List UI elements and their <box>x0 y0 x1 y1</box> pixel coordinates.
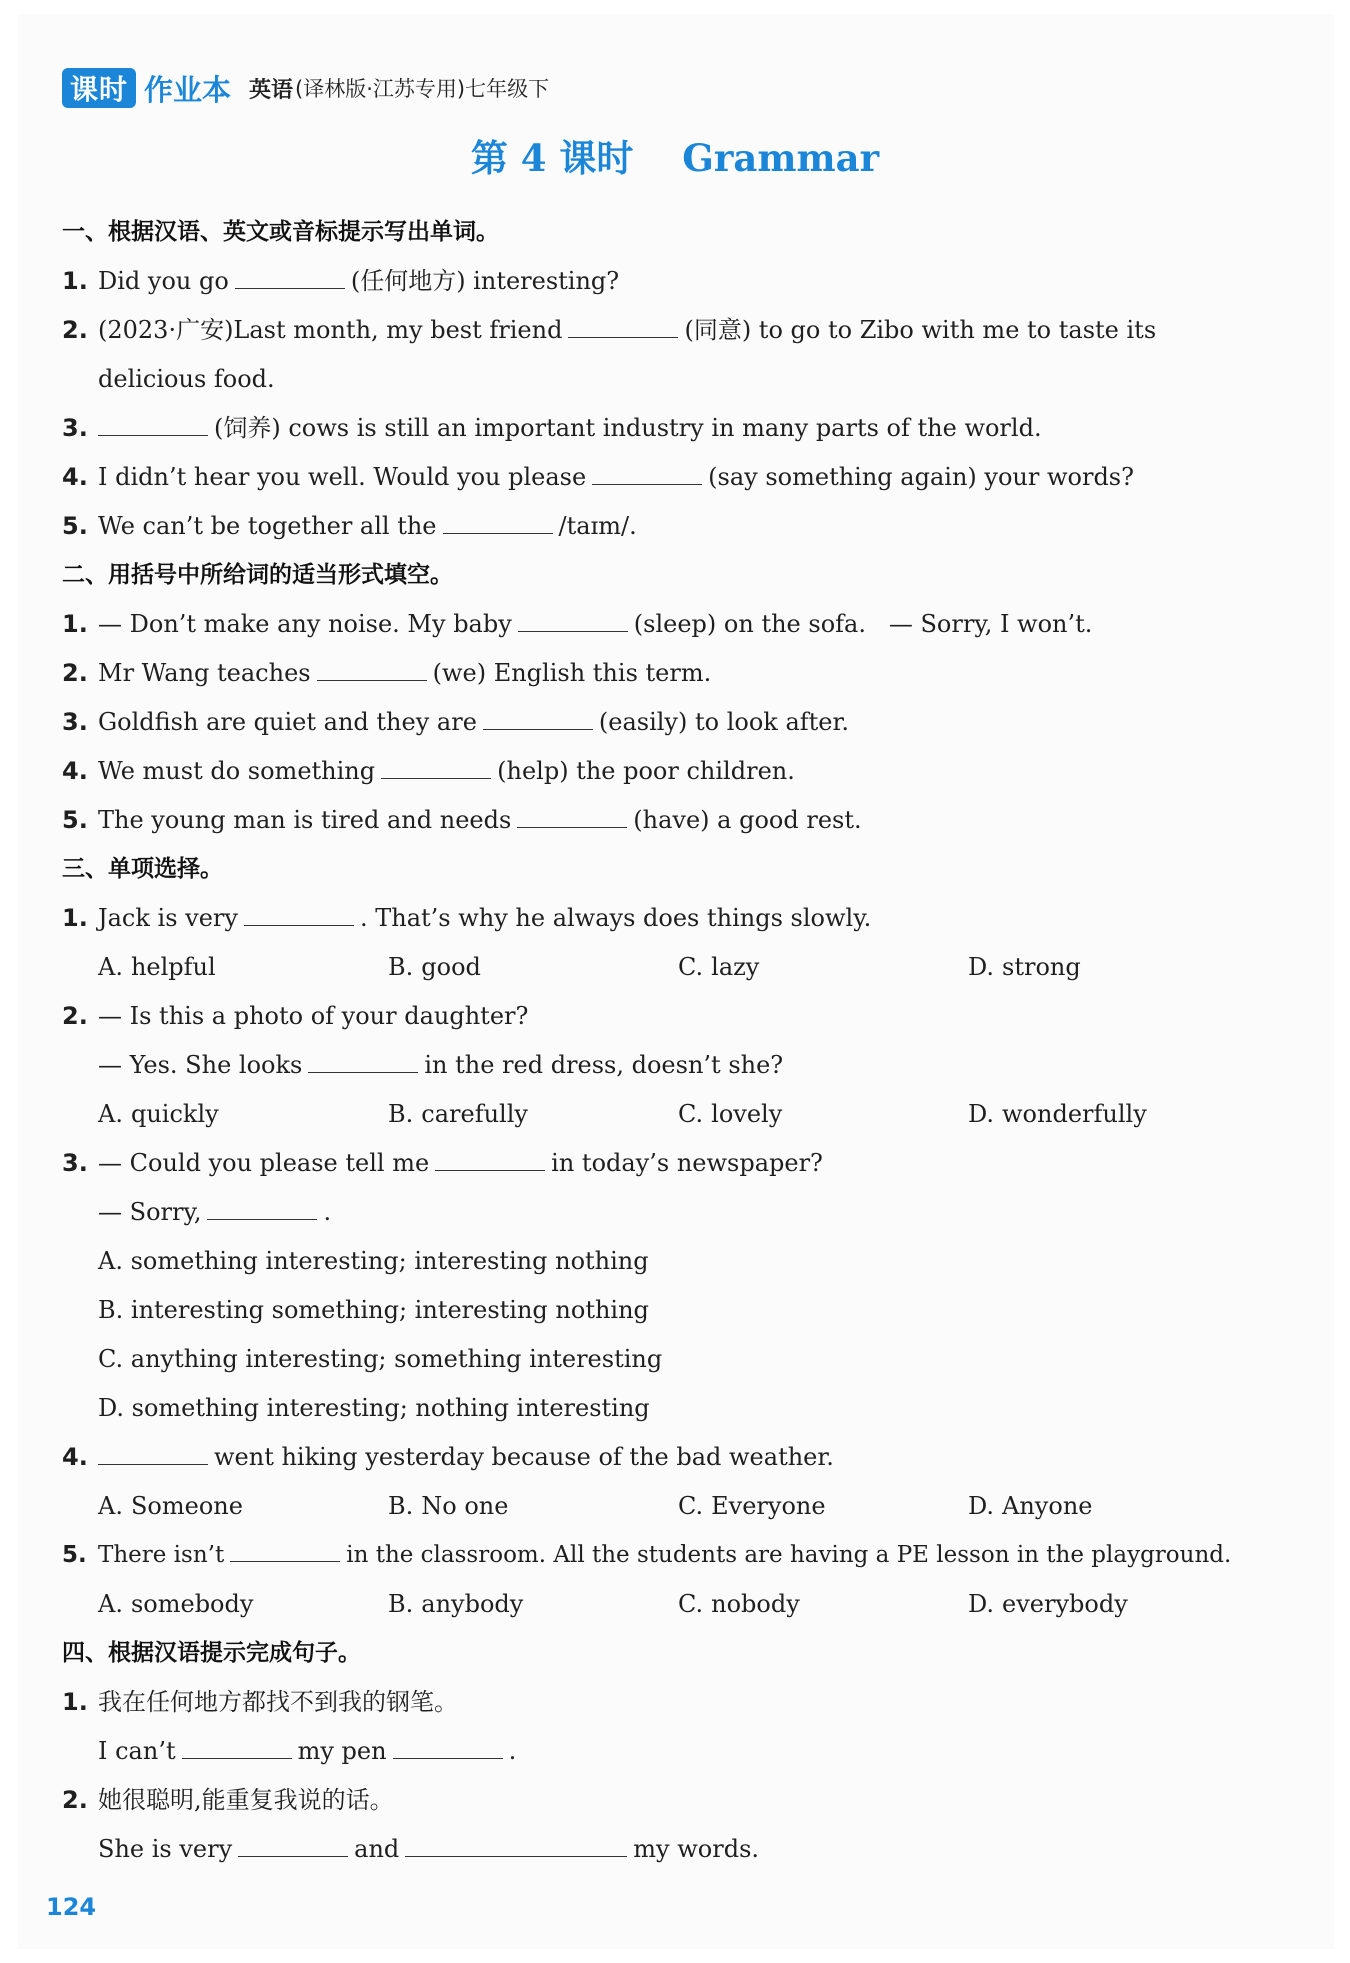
question-text: . <box>508 1737 517 1765</box>
header-brand <box>62 66 549 110</box>
option-d[interactable] <box>968 943 1258 992</box>
question-line <box>62 404 1262 453</box>
question-number: 1. <box>62 267 88 295</box>
question-text: my pen <box>297 1737 387 1765</box>
option-d[interactable] <box>968 1482 1258 1531</box>
answer-blank[interactable] <box>393 1734 503 1759</box>
option-b[interactable] <box>388 1090 678 1139</box>
question-text: We can’t be together all the <box>98 512 437 540</box>
answer-line <box>62 1727 1262 1776</box>
option-text: wonderfully <box>1002 1100 1147 1128</box>
option-text: lovely <box>711 1100 783 1128</box>
question-line <box>62 747 1262 796</box>
question-text: — Yes. She looks <box>98 1051 303 1079</box>
option-c[interactable] <box>678 1482 968 1531</box>
question-text: in the classroom. All the students are having a PE lesson in the playground. <box>346 1542 1232 1568</box>
answer-blank[interactable] <box>518 607 628 632</box>
option-letter: A. <box>98 1492 123 1520</box>
option-letter: C. <box>678 953 704 981</box>
option-b[interactable] <box>388 1580 678 1629</box>
brand-logo: 课时 <box>62 68 136 108</box>
question-number: 3. <box>62 708 88 736</box>
question-number: 1. <box>62 904 88 932</box>
answer-blank[interactable] <box>98 411 208 436</box>
question-line <box>62 992 1262 1041</box>
question-text: Goldfish are quiet and they are <box>98 708 477 736</box>
answer-blank[interactable] <box>568 313 678 338</box>
answer-blank[interactable] <box>317 656 427 681</box>
question-text: (we) English this term. <box>432 659 712 687</box>
question-text: (have) a good rest. <box>633 806 862 834</box>
option-c[interactable]: C. anything interesting; something interesting <box>98 1345 663 1373</box>
question-number: 2. <box>62 1002 88 1030</box>
question-line <box>62 502 1262 551</box>
section-title: 一、根据汉语、英文或音标提示写出单词。 <box>62 219 499 245</box>
lesson-topic: Grammar <box>682 136 880 180</box>
option-text: good <box>421 953 481 981</box>
lesson-number: 第 4 课时 <box>470 136 634 180</box>
option-c[interactable] <box>678 1580 968 1629</box>
question-text: delicious food. <box>98 365 275 393</box>
question-line <box>62 1433 1262 1482</box>
answer-blank[interactable] <box>244 901 354 926</box>
section-title: 四、根据汉语提示完成句子。 <box>62 1640 361 1666</box>
question-text: — Don’t make any noise. My baby <box>98 610 512 638</box>
option-text: Anyone <box>1002 1492 1093 1520</box>
option-letter: B. <box>388 1492 414 1520</box>
question-number: 4. <box>62 463 88 491</box>
edition-label: (译林版·江苏专用)七年级下 <box>295 77 550 101</box>
option-text: quickly <box>130 1100 219 1128</box>
answer-blank[interactable] <box>238 1832 348 1857</box>
option-c[interactable] <box>678 1090 968 1139</box>
option-b[interactable] <box>388 943 678 992</box>
option-letter: C. <box>678 1100 704 1128</box>
question-text: Jack is very <box>98 904 238 932</box>
question-text: Mr Wang teaches <box>98 659 311 687</box>
option-a[interactable]: A. something interesting; interesting nothing <box>98 1247 649 1275</box>
question-line <box>62 453 1262 502</box>
question-text: (同意) to go to Zibo with me to taste its <box>684 316 1157 344</box>
option-letter: C. <box>678 1590 704 1618</box>
question-text: The young man is tired and needs <box>98 806 512 834</box>
option-text: nobody <box>711 1590 800 1618</box>
question-text: . <box>323 1198 332 1226</box>
option-letter: D. <box>968 1100 995 1128</box>
option-text: Someone <box>130 1492 243 1520</box>
answer-blank[interactable] <box>235 264 345 289</box>
answer-blank[interactable] <box>592 460 702 485</box>
question-number: 4. <box>62 1443 88 1471</box>
option-text: carefully <box>421 1100 528 1128</box>
option-a[interactable] <box>98 1090 388 1139</box>
question-text: in the red dress, doesn’t she? <box>424 1051 784 1079</box>
option-letter: A. <box>98 1100 123 1128</box>
question-line <box>62 1188 1262 1237</box>
chinese-prompt: 我在任何地方都找不到我的钢笔。 <box>98 1688 458 1716</box>
answer-blank[interactable] <box>483 705 593 730</box>
option-text: everybody <box>1002 1590 1128 1618</box>
option-b[interactable] <box>388 1482 678 1531</box>
question-line <box>62 306 1262 355</box>
answer-blank[interactable] <box>517 803 627 828</box>
subject-label: 英语 <box>249 77 294 103</box>
page-number: 124 <box>46 1893 97 1921</box>
question-text: — Sorry, <box>98 1198 202 1226</box>
answer-blank[interactable] <box>443 509 553 534</box>
option-text: lazy <box>711 953 760 981</box>
answer-blank[interactable] <box>98 1440 208 1465</box>
question-number: 5. <box>62 1542 87 1568</box>
option-letter: A. <box>98 953 123 981</box>
answer-blank[interactable] <box>230 1537 340 1562</box>
question-text: my words. <box>633 1835 760 1863</box>
question-text: /taɪm/. <box>558 512 637 540</box>
option-text: helpful <box>130 953 216 981</box>
question-text: went hiking yesterday because of the bad weather. <box>214 1443 834 1471</box>
question-number: 2. <box>62 316 88 344</box>
answer-blank[interactable] <box>405 1832 627 1857</box>
option-c[interactable] <box>678 943 968 992</box>
question-text: We must do something <box>98 757 376 785</box>
question-text: — Is this a photo of your daughter? <box>98 1002 529 1030</box>
question-text: in today’s newspaper? <box>551 1149 823 1177</box>
option-letter: B. <box>388 1100 414 1128</box>
option-a[interactable] <box>98 1580 388 1629</box>
question-text: — Could you please tell me <box>98 1149 430 1177</box>
answer-blank[interactable] <box>435 1146 545 1171</box>
lesson-title <box>0 128 1350 182</box>
question-line <box>62 1776 1262 1825</box>
option-d[interactable] <box>968 1580 1258 1629</box>
question-number: 3. <box>62 1149 88 1177</box>
option-a[interactable] <box>98 943 388 992</box>
question-text: . That’s why he always does things slowly. <box>359 904 872 932</box>
question-text: (say something again) your words? <box>708 463 1134 491</box>
question-line <box>62 649 1262 698</box>
question-number: 1. <box>62 610 88 638</box>
question-continuation <box>62 355 1262 404</box>
question-number: 1. <box>62 1688 88 1716</box>
option-b[interactable]: B. interesting something; interesting nothing <box>98 1296 649 1324</box>
question-text: She is very <box>98 1835 233 1863</box>
question-text: I didn’t hear you well. Would you please <box>98 463 587 491</box>
question-text: (easily) to look after. <box>598 708 849 736</box>
question-number: 2. <box>62 1786 88 1814</box>
option-text: Everyone <box>711 1492 826 1520</box>
question-number: 2. <box>62 659 88 687</box>
question-line <box>62 1678 1262 1727</box>
question-line <box>62 600 1262 649</box>
option-row <box>62 1090 1262 1139</box>
option-letter: D. <box>968 1492 995 1520</box>
question-text: (任何地方) interesting? <box>350 267 620 295</box>
answer-blank[interactable] <box>308 1048 418 1073</box>
option-row <box>62 1580 1262 1629</box>
section-title: 二、用括号中所给词的适当形式填空。 <box>62 562 453 588</box>
question-number: 3. <box>62 414 88 442</box>
question-line <box>62 1139 1262 1188</box>
question-text: (help) the poor children. <box>497 757 795 785</box>
question-line <box>62 257 1262 306</box>
question-number: 5. <box>62 806 88 834</box>
brand-name: 作业本 <box>144 72 232 107</box>
option-letter: D. <box>968 1590 995 1618</box>
question-text: I can’t <box>98 1737 176 1765</box>
question-text: and <box>354 1835 400 1863</box>
answer-line <box>62 1825 1262 1874</box>
answer-blank[interactable] <box>381 754 491 779</box>
option-a[interactable] <box>98 1482 388 1531</box>
question-line <box>62 1531 1262 1580</box>
option-d[interactable]: D. something interesting; nothing interesting <box>98 1394 650 1422</box>
question-line <box>62 698 1262 747</box>
option-letter: B. <box>388 1590 414 1618</box>
option-row <box>62 943 1262 992</box>
question-line <box>62 1041 1262 1090</box>
question-number: 4. <box>62 757 88 785</box>
option-letter: C. <box>678 1492 704 1520</box>
option-d[interactable] <box>968 1090 1258 1139</box>
option-letter: B. <box>388 953 414 981</box>
question-text: (2023·广安)Last month, my best friend <box>98 316 563 344</box>
question-text: (sleep) on the sofa. — Sorry, I won’t. <box>633 610 1093 638</box>
option-text: strong <box>1002 953 1081 981</box>
option-text: No one <box>421 1492 509 1520</box>
question-text: (饲养) cows is still an important industry in many parts of the world. <box>214 414 1042 442</box>
answer-blank[interactable] <box>182 1734 292 1759</box>
option-letter: D. <box>968 953 995 981</box>
question-line <box>62 894 1262 943</box>
section-title: 三、单项选择。 <box>62 856 223 882</box>
option-text: somebody <box>130 1590 254 1618</box>
option-letter: A. <box>98 1590 123 1618</box>
question-number: 5. <box>62 512 88 540</box>
question-text: There isn’t <box>98 1542 225 1568</box>
chinese-prompt: 她很聪明,能重复我说的话。 <box>98 1786 394 1814</box>
question-text: Did you go <box>98 267 229 295</box>
worksheet-content <box>62 208 1262 1874</box>
answer-blank[interactable] <box>207 1195 317 1220</box>
option-row <box>62 1482 1262 1531</box>
option-text: anybody <box>421 1590 524 1618</box>
question-line <box>62 796 1262 845</box>
